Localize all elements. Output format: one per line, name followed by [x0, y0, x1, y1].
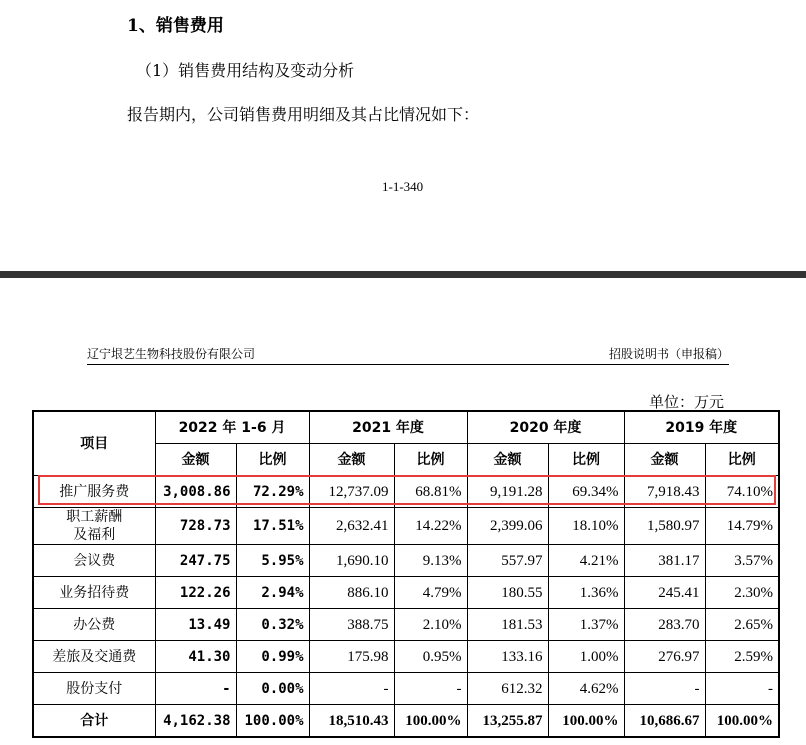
- cell: 388.75: [309, 609, 394, 641]
- cell: 283.70: [624, 609, 705, 641]
- cell: 1.37%: [548, 609, 624, 641]
- cell: -: [624, 673, 705, 705]
- row-label: 办公费: [33, 609, 155, 641]
- cell: -: [394, 673, 467, 705]
- cell: 4.79%: [394, 577, 467, 609]
- cell: 557.97: [467, 545, 548, 577]
- cell: 18,510.43: [309, 705, 394, 738]
- cell: 0.32%: [236, 609, 309, 641]
- row-label: 推广服务费: [33, 476, 155, 508]
- total-row: [33, 705, 779, 738]
- row-label-line: 职工薪酬: [66, 509, 123, 525]
- cell: 14.79%: [705, 508, 779, 545]
- cell: 1.00%: [548, 641, 624, 673]
- cell: 381.17: [624, 545, 705, 577]
- section-heading: 1、销售费用: [127, 16, 224, 36]
- row-label: 合计: [33, 705, 155, 738]
- page-number: 1-1-340: [382, 179, 424, 194]
- row-label-line: 及福利: [73, 527, 116, 543]
- cell: 3.57%: [705, 545, 779, 577]
- cell: 4.21%: [548, 545, 624, 577]
- item-column-header: 项目: [33, 411, 155, 476]
- cell: 0.00%: [236, 673, 309, 705]
- cell: 4.62%: [548, 673, 624, 705]
- table-row: [33, 641, 779, 673]
- table-row: [33, 508, 779, 545]
- cell: 100.00%: [705, 705, 779, 738]
- ratio-header: 比例: [236, 444, 309, 476]
- cell: 1.36%: [548, 577, 624, 609]
- company-name: 辽宁垠艺生物科技股份有限公司: [87, 347, 256, 361]
- table-row: [33, 577, 779, 609]
- intro-paragraph: 报告期内，公司销售费用明细及其占比情况如下：: [127, 105, 480, 124]
- amount-header: 金额: [155, 444, 236, 476]
- cell: 2.65%: [705, 609, 779, 641]
- cell: 612.32: [467, 673, 548, 705]
- cell: 7,918.43: [624, 476, 705, 508]
- cell: 245.41: [624, 577, 705, 609]
- row-label: 股份支付: [33, 673, 155, 705]
- row-label: [33, 508, 155, 545]
- cell: -: [705, 673, 779, 705]
- cell: 12,737.09: [309, 476, 394, 508]
- table-row: [33, 545, 779, 577]
- amount-header: 金额: [309, 444, 394, 476]
- page-divider: [0, 271, 806, 278]
- document-title: 招股说明书（申报稿）: [608, 347, 729, 361]
- cell: 100.00%: [394, 705, 467, 738]
- cell: 13,255.87: [467, 705, 548, 738]
- cell: 4,162.38: [155, 705, 236, 738]
- cell: 41.30: [155, 641, 236, 673]
- cell: -: [155, 673, 236, 705]
- cell: 2,399.06: [467, 508, 548, 545]
- cell: 17.51%: [236, 508, 309, 545]
- sales-expense-table: [32, 410, 780, 738]
- cell: 72.29%: [236, 476, 309, 508]
- row-label: 会议费: [33, 545, 155, 577]
- cell: 1,690.10: [309, 545, 394, 577]
- amount-header: 金额: [467, 444, 548, 476]
- cell: 1,580.97: [624, 508, 705, 545]
- table-row: [33, 609, 779, 641]
- cell: 100.00%: [236, 705, 309, 738]
- cell: 0.95%: [394, 641, 467, 673]
- ratio-header: 比例: [394, 444, 467, 476]
- header-rule: [87, 364, 729, 365]
- cell: 18.10%: [548, 508, 624, 545]
- row-label: 差旅及交通费: [33, 641, 155, 673]
- cell: 0.99%: [236, 641, 309, 673]
- table-header-row: [33, 411, 779, 444]
- ratio-header: 比例: [705, 444, 779, 476]
- cell: 69.34%: [548, 476, 624, 508]
- table-row: [33, 673, 779, 705]
- cell: 886.10: [309, 577, 394, 609]
- cell: 276.97: [624, 641, 705, 673]
- period-header-2021: 2021 年度: [309, 411, 467, 444]
- row-label: 业务招待费: [33, 577, 155, 609]
- cell: 74.10%: [705, 476, 779, 508]
- cell: 2.10%: [394, 609, 467, 641]
- cell: 9.13%: [394, 545, 467, 577]
- cell: 3,008.86: [155, 476, 236, 508]
- cell: 5.95%: [236, 545, 309, 577]
- unit-label: 单位：万元: [648, 393, 724, 411]
- subsection-heading: （1）销售费用结构及变动分析: [136, 61, 355, 80]
- period-header-2019: 2019 年度: [624, 411, 779, 444]
- period-header-2020: 2020 年度: [467, 411, 624, 444]
- cell: 2.94%: [236, 577, 309, 609]
- cell: 100.00%: [548, 705, 624, 738]
- cell: 728.73: [155, 508, 236, 545]
- cell: 68.81%: [394, 476, 467, 508]
- cell: 122.26: [155, 577, 236, 609]
- ratio-header: 比例: [548, 444, 624, 476]
- cell: 181.53: [467, 609, 548, 641]
- cell: 13.49: [155, 609, 236, 641]
- cell: -: [309, 673, 394, 705]
- period-header-2022h1: 2022 年 1-6 月: [155, 411, 309, 444]
- cell: 247.75: [155, 545, 236, 577]
- cell: 10,686.67: [624, 705, 705, 738]
- cell: 180.55: [467, 577, 548, 609]
- table-row: [33, 476, 779, 508]
- cell: 9,191.28: [467, 476, 548, 508]
- cell: 14.22%: [394, 508, 467, 545]
- cell: 133.16: [467, 641, 548, 673]
- amount-header: 金额: [624, 444, 705, 476]
- cell: 2.30%: [705, 577, 779, 609]
- cell: 175.98: [309, 641, 394, 673]
- cell: 2,632.41: [309, 508, 394, 545]
- cell: 2.59%: [705, 641, 779, 673]
